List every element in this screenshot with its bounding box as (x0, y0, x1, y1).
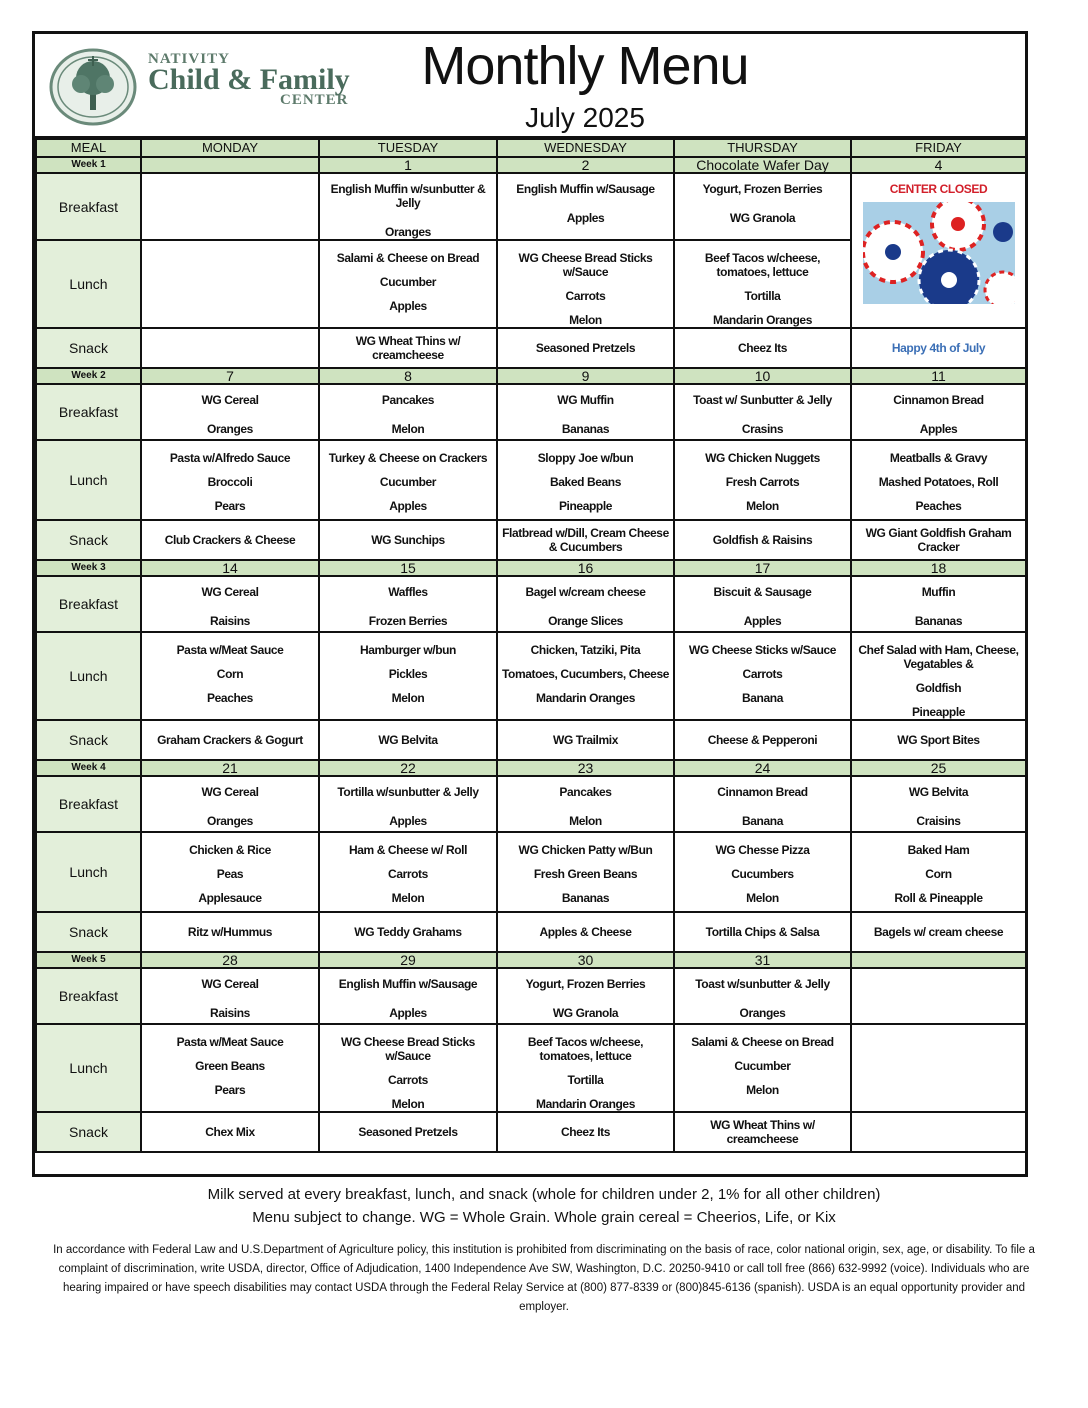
snack-item: Cheez Its (560, 1125, 611, 1139)
breakfast-item: WG Belvita (908, 785, 969, 799)
lunch-cell (141, 832, 319, 912)
lunch-item: Mashed Potatoes, Roll (878, 475, 999, 489)
lunch-item: Ham & Cheese w/ Roll (348, 843, 468, 857)
lunch-label: Lunch (36, 240, 141, 328)
breakfast-cell (497, 576, 674, 632)
snack-cell (851, 912, 1026, 952)
snack-cell (141, 720, 319, 760)
snack-row (36, 520, 1026, 560)
lunch-cell (674, 440, 851, 520)
snack-item: Chex Mix (205, 1125, 255, 1139)
breakfast-item: Melon (569, 814, 602, 828)
week-row (36, 368, 1026, 384)
snack-cell (319, 720, 497, 760)
column-header-0: MEAL (36, 139, 141, 157)
breakfast-item: CENTER CLOSED (889, 182, 988, 196)
lunch-cell (497, 1024, 674, 1112)
lunch-item: Pasta w/Alfredo Sauce (169, 451, 291, 465)
lunch-item: Tortilla (567, 1073, 604, 1087)
column-header-1: MONDAY (141, 139, 319, 157)
footer (0, 1183, 1088, 1317)
lunch-item: Carrots (388, 867, 428, 881)
snack-cell (319, 328, 497, 368)
lunch-item: WG Chicken Patty w/Bun (518, 843, 653, 857)
lunch-item: Pears (214, 1083, 246, 1097)
lunch-item: Chicken & Rice (189, 843, 271, 857)
breakfast-item: Oranges (739, 1006, 786, 1020)
lunch-item: Mandarin Oranges (536, 1097, 635, 1111)
page-subtitle: July 2025 (525, 102, 645, 133)
lunch-item: Baked Beans (550, 475, 621, 489)
lunch-row (36, 832, 1026, 912)
snack-cell (497, 328, 674, 368)
snack-item: Apples & Cheese (539, 925, 632, 939)
breakfast-item: Waffles (388, 585, 428, 599)
breakfast-cell (141, 968, 319, 1024)
breakfast-item: Apples (389, 1006, 427, 1020)
breakfast-item: Apples (919, 422, 958, 436)
lunch-item: Melon (569, 313, 602, 327)
breakfast-item: WG Cereal (201, 977, 259, 991)
snack-row (36, 328, 1026, 368)
day-number: 23 (497, 760, 674, 776)
breakfast-item: English Muffin w/Sausage (516, 182, 655, 196)
breakfast-cell (497, 776, 674, 832)
lunch-item: WG Cheese Bread Sticks w/Sauce (341, 1035, 475, 1063)
snack-cell (141, 520, 319, 560)
snack-item: WG Trailmix (553, 733, 618, 747)
lunch-item: Melon (746, 891, 779, 905)
snack-item: Graham Crackers & Gogurt (157, 733, 303, 747)
tree-logo-icon (49, 48, 137, 126)
lunch-item: Mandarin Oranges (713, 313, 812, 327)
breakfast-cell (497, 968, 674, 1024)
lunch-cell (319, 240, 497, 328)
org-line1: NATIVITY (148, 51, 230, 67)
breakfast-item: Bananas (914, 614, 963, 628)
lunch-cell (851, 832, 1026, 912)
org-line2: Child & Family (148, 63, 350, 96)
snack-label: Snack (36, 1112, 141, 1152)
breakfast-cell (674, 776, 851, 832)
lunch-cell (851, 440, 1026, 520)
lunch-item: WG Chicken Nuggets (705, 451, 820, 465)
lunch-cell (851, 1024, 1026, 1112)
lunch-item: Melon (391, 891, 425, 905)
menu-header (35, 34, 1025, 139)
snack-item: Goldfish & Raisins (712, 533, 813, 547)
snack-item: Seasoned Pretzels (358, 1125, 458, 1139)
breakfast-cell (851, 968, 1026, 1024)
snack-item: Seasoned Pretzels (535, 341, 636, 355)
lunch-item: Melon (746, 1083, 779, 1097)
lunch-item: Meatballs & Gravy (889, 451, 988, 465)
lunch-item: Melon (391, 1097, 425, 1111)
breakfast-cell (851, 384, 1026, 440)
day-number: 21 (141, 760, 319, 776)
lunch-item: WG Chesse Pizza (715, 843, 810, 857)
lunch-cell (497, 440, 674, 520)
lunch-item: Apples (389, 499, 427, 513)
lunch-item: Beef Tacos w/cheese, tomatoes, lettuce (527, 1035, 644, 1063)
snack-item: WG Teddy Grahams (354, 925, 462, 939)
day-number: 7 (141, 368, 319, 384)
day-number: 30 (497, 952, 674, 968)
snack-cell (497, 912, 674, 952)
breakfast-item: WG Cereal (201, 585, 259, 599)
snack-cell (319, 912, 497, 952)
lunch-item: Turkey & Cheese on Crackers (328, 451, 488, 465)
day-number: 28 (141, 952, 319, 968)
day-number: 25 (851, 760, 1026, 776)
breakfast-item: Bananas (561, 422, 610, 436)
day-number: 16 (497, 560, 674, 576)
breakfast-item: Yogurt, Frozen Berries (702, 182, 823, 196)
snack-row (36, 912, 1026, 952)
page-title: Monthly Menu (421, 36, 749, 96)
snack-item: Cheese & Pepperoni (707, 733, 818, 747)
week-label: Week 5 (36, 952, 141, 968)
usda-statement: In accordance with Federal Law and U.S.Department of Agriculture policy, this institution is prohibited from discriminating on the basis of race, color national origin, sex, age, or disability. To file a complaint of discrimination, write USDA, director, Office of Adjudication, 1400 Independence Ave SW, Washington, D.C. 20250-9410 or call toll free (866) 632-9992 (voice). Individuals who are hearing impaired or have speech disabilities may contact USDA through the Federal Relay Service at (800) 877-8339 or (800)845-6136 (spanish). USDA is an equal opportunity provider and employer. (53, 1244, 1035, 1313)
lunch-row (36, 632, 1026, 720)
snack-item: Happy 4th of July (891, 341, 986, 355)
snack-cell (674, 1112, 851, 1152)
breakfast-item: Crasins (741, 422, 784, 436)
snack-cell (141, 912, 319, 952)
lunch-item: Carrots (742, 667, 783, 681)
lunch-cell (319, 632, 497, 720)
snack-cell (497, 1112, 674, 1152)
org-name (148, 51, 388, 109)
breakfast-item: English Muffin w/Sausage (338, 977, 478, 991)
week-label: Week 4 (36, 760, 141, 776)
lunch-item: Pears (214, 499, 246, 513)
lunch-item: Peaches (207, 691, 253, 705)
breakfast-cell (851, 173, 1026, 328)
breakfast-cell (851, 776, 1026, 832)
snack-item: WG Sunchips (371, 533, 445, 547)
day-number: 10 (674, 368, 851, 384)
lunch-row (36, 440, 1026, 520)
lunch-cell (674, 832, 851, 912)
breakfast-cell (319, 384, 497, 440)
snack-label: Snack (36, 520, 141, 560)
lunch-item: Roll & Pineapple (894, 891, 983, 905)
milk-note: Milk served at every breakfast, lunch, and snack (whole for children under 2, 1% for all other children) (207, 1186, 881, 1203)
lunch-cell (674, 632, 851, 720)
breakfast-label: Breakfast (36, 776, 141, 832)
snack-item: WG Wheat Thins w/ creamcheese (355, 334, 461, 362)
column-header-2: TUESDAY (319, 139, 497, 157)
breakfast-cell (141, 173, 319, 240)
breakfast-item: Bagel w/cream cheese (525, 585, 646, 599)
column-header-5: FRIDAY (851, 139, 1026, 157)
lunch-item: Broccoli (207, 475, 253, 489)
snack-cell (851, 520, 1026, 560)
lunch-cell (497, 240, 674, 328)
breakfast-cell (319, 173, 497, 240)
lunch-item: WG Cheese Bread Sticks w/Sauce (518, 251, 653, 279)
breakfast-item: Yogurt, Frozen Berries (525, 977, 646, 991)
week-label: Week 2 (36, 368, 141, 384)
snack-row (36, 720, 1026, 760)
snack-cell (497, 720, 674, 760)
lunch-item: Cucumbers (731, 867, 794, 881)
day-number: 4 (851, 157, 1026, 173)
lunch-item: Corn (216, 667, 244, 681)
lunch-item: Fresh Green Beans (533, 867, 638, 881)
breakfast-label: Breakfast (36, 968, 141, 1024)
breakfast-item: English Muffin w/sunbutter & Jelly (330, 182, 486, 210)
lunch-cell (497, 832, 674, 912)
lunch-cell (851, 632, 1026, 720)
lunch-item: Hamburger w/bun (359, 643, 456, 657)
lunch-item: Chef Salad with Ham, Cheese, Vegatables & (858, 643, 1019, 671)
lunch-cell (674, 240, 851, 328)
breakfast-row (36, 776, 1026, 832)
day-number: 15 (319, 560, 497, 576)
breakfast-item: Raisins (210, 614, 250, 628)
day-number: 29 (319, 952, 497, 968)
lunch-item: WG Cheese Sticks w/Sauce (688, 643, 837, 657)
lunch-cell (319, 440, 497, 520)
lunch-item: Bananas (561, 891, 610, 905)
breakfast-label: Breakfast (36, 576, 141, 632)
snack-item: WG Giant Goldfish Graham Cracker (865, 526, 1012, 554)
lunch-item: Applesauce (198, 891, 262, 905)
breakfast-cell (674, 173, 851, 240)
snack-cell (851, 1112, 1026, 1152)
snack-cell (674, 520, 851, 560)
lunch-item: Fresh Carrots (725, 475, 800, 489)
lunch-item: Apples (389, 299, 427, 313)
lunch-item: Melon (746, 499, 779, 513)
snack-label: Snack (36, 912, 141, 952)
breakfast-cell (141, 384, 319, 440)
lunch-item: Baked Ham (907, 843, 970, 857)
lunch-item: Salami & Cheese on Bread (691, 1035, 834, 1049)
snack-label: Snack (36, 720, 141, 760)
breakfast-label: Breakfast (36, 173, 141, 240)
lunch-item: Banana (742, 691, 783, 705)
breakfast-item: WG Cereal (201, 393, 259, 407)
lunch-item: Tomatoes, Cucumbers, Cheese (501, 667, 670, 681)
lunch-item: Peas (216, 867, 244, 881)
snack-item: Tortilla Chips & Salsa (705, 925, 820, 939)
lunch-item: Pasta w/Meat Sauce (176, 643, 284, 657)
lunch-item: Cucumber (379, 275, 437, 289)
week-row (36, 157, 1026, 173)
menu-note: Menu subject to change. WG = Whole Grain. Whole grain cereal = Cheerios, Life, or Kix (252, 1209, 836, 1226)
lunch-cell (141, 632, 319, 720)
lunch-item: Salami & Cheese on Bread (336, 251, 480, 265)
menu-table (35, 138, 1027, 1153)
breakfast-label: Breakfast (36, 384, 141, 440)
breakfast-item: Banana (742, 814, 783, 828)
lunch-row (36, 1024, 1026, 1112)
day-number: 17 (674, 560, 851, 576)
lunch-item: Tortilla (744, 289, 781, 303)
breakfast-item: Pancakes (559, 785, 612, 799)
lunch-item: Melon (391, 691, 425, 705)
lunch-item: Pineapple (558, 499, 613, 513)
snack-cell (851, 328, 1026, 368)
week-row (36, 760, 1026, 776)
lunch-item: Chicken, Tatziki, Pita (530, 643, 641, 657)
snack-item: Flatbread w/Dill, Cream Cheese & Cucumbers (502, 526, 669, 554)
lunch-item: Mandarin Oranges (536, 691, 635, 705)
day-number: 31 (674, 952, 851, 968)
breakfast-item: Muffin (921, 585, 956, 599)
breakfast-item: Craisins (916, 814, 961, 828)
column-header-4: THURSDAY (674, 139, 851, 157)
week-label: Week 1 (36, 157, 141, 173)
breakfast-cell (319, 968, 497, 1024)
breakfast-item: Orange Slices (548, 614, 623, 628)
snack-cell (674, 328, 851, 368)
snack-cell (319, 520, 497, 560)
breakfast-cell (141, 576, 319, 632)
breakfast-cell (851, 576, 1026, 632)
lunch-cell (141, 240, 319, 328)
snack-cell (851, 720, 1026, 760)
breakfast-item: Frozen Berries (368, 614, 448, 628)
lunch-item: Cucumber (734, 1059, 791, 1073)
lunch-item: Pineapple (911, 705, 966, 719)
day-number: 22 (319, 760, 497, 776)
breakfast-item: Oranges (385, 225, 431, 239)
breakfast-item: Oranges (207, 814, 253, 828)
breakfast-item: Raisins (210, 1006, 250, 1020)
snack-item: WG Belvita (378, 733, 438, 747)
week-row (36, 952, 1026, 968)
breakfast-row (36, 173, 1026, 240)
snack-item: Ritz w/Hummus (187, 925, 273, 939)
day-number (141, 157, 319, 173)
breakfast-cell (319, 776, 497, 832)
fourth-of-july-fans-image (863, 202, 1015, 304)
breakfast-row (36, 384, 1026, 440)
snack-label: Snack (36, 328, 141, 368)
day-number: 11 (851, 368, 1026, 384)
day-number: Chocolate Wafer Day (674, 157, 851, 173)
lunch-cell (319, 1024, 497, 1112)
breakfast-item: Cinnamon Bread (717, 785, 808, 799)
lunch-item: Corn (925, 867, 952, 881)
lunch-cell (319, 832, 497, 912)
day-number: 8 (319, 368, 497, 384)
menu-frame (32, 31, 1028, 1177)
lunch-cell (141, 440, 319, 520)
lunch-item: Carrots (565, 289, 606, 303)
breakfast-item: Melon (391, 422, 425, 436)
lunch-item: Peaches (915, 499, 962, 513)
breakfast-item: WG Cereal (201, 785, 259, 799)
lunch-item: Pasta w/Meat Sauce (176, 1035, 284, 1049)
lunch-cell (141, 1024, 319, 1112)
breakfast-item: Apples (743, 614, 782, 628)
lunch-item: Sloppy Joe w/bun (537, 451, 634, 465)
breakfast-item: Apples (566, 211, 605, 225)
breakfast-item: Cinnamon Bread (893, 393, 984, 407)
breakfast-row (36, 576, 1026, 632)
breakfast-item: Apples (389, 814, 427, 828)
lunch-item: Cucumber (379, 475, 437, 489)
breakfast-item: Toast w/ Sunbutter & Jelly (693, 393, 832, 407)
lunch-item: Pickles (388, 667, 428, 681)
breakfast-item: Biscuit & Sausage (713, 585, 812, 599)
snack-cell (319, 1112, 497, 1152)
snack-row (36, 1112, 1026, 1152)
day-number: 2 (497, 157, 674, 173)
snack-item: Cheez Its (737, 341, 788, 355)
lunch-cell (497, 632, 674, 720)
breakfast-item: WG Granola (552, 1006, 619, 1020)
lunch-item: Green Beans (195, 1059, 265, 1073)
day-number: 9 (497, 368, 674, 384)
lunch-item: Goldfish (915, 681, 962, 695)
week-label: Week 3 (36, 560, 141, 576)
breakfast-cell (141, 776, 319, 832)
week-row (36, 560, 1026, 576)
day-number: 14 (141, 560, 319, 576)
breakfast-cell (319, 576, 497, 632)
org-line3: CENTER (280, 92, 349, 108)
breakfast-item: Toast w/sunbutter & Jelly (695, 977, 830, 991)
snack-cell (497, 520, 674, 560)
day-number: 18 (851, 560, 1026, 576)
breakfast-cell (674, 968, 851, 1024)
snack-cell (674, 912, 851, 952)
snack-item: WG Sport Bites (897, 733, 980, 747)
snack-cell (141, 1112, 319, 1152)
lunch-item: Carrots (388, 1073, 428, 1087)
breakfast-cell (674, 384, 851, 440)
breakfast-item: WG Granola (729, 211, 796, 225)
breakfast-item: Tortilla w/sunbutter & Jelly (337, 785, 479, 799)
snack-item: WG Wheat Thins w/ creamcheese (710, 1118, 815, 1146)
lunch-label: Lunch (36, 632, 141, 720)
breakfast-item: Pancakes (381, 393, 435, 407)
breakfast-cell (497, 173, 674, 240)
lunch-cell (674, 1024, 851, 1112)
day-number (851, 952, 1026, 968)
lunch-label: Lunch (36, 440, 141, 520)
day-number: 24 (674, 760, 851, 776)
column-header-row (36, 139, 1026, 157)
snack-cell (141, 328, 319, 368)
day-number: 1 (319, 157, 497, 173)
column-header-3: WEDNESDAY (497, 139, 674, 157)
breakfast-row (36, 968, 1026, 1024)
snack-item: Club Crackers & Cheese (164, 533, 296, 547)
breakfast-cell (674, 576, 851, 632)
breakfast-cell (497, 384, 674, 440)
snack-item: Bagels w/ cream cheese (873, 925, 1004, 939)
breakfast-item: WG Muffin (557, 393, 614, 407)
lunch-item: Beef Tacos w/cheese, tomatoes, lettuce (704, 251, 821, 279)
snack-cell (674, 720, 851, 760)
breakfast-item: Oranges (207, 422, 253, 436)
lunch-label: Lunch (36, 1024, 141, 1112)
lunch-label: Lunch (36, 832, 141, 912)
